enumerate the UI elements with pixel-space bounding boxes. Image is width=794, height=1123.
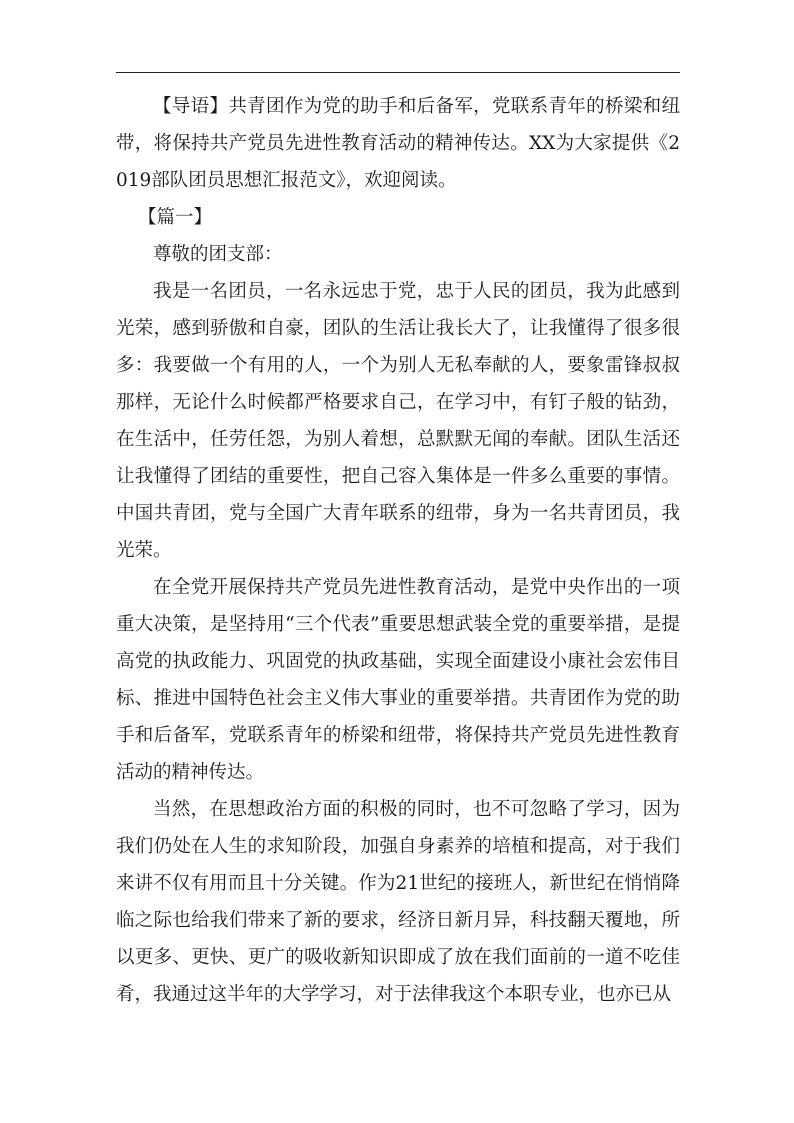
- intro-paragraph: 【导语】共青团作为党的助手和后备军，党联系青年的桥梁和纽带，将保持共产党员先进性教育活动的精神传达。XX为大家提供《2019部队团员思想汇报范文》，欢迎阅读。: [116, 96, 680, 191]
- section-heading: 【篇一】: [138, 207, 213, 228]
- header-rule: [116, 72, 680, 73]
- salutation: 尊敬的团支部：: [153, 244, 283, 265]
- body-paragraph-2: 在全党开展保持共产党员先进性教育活动，是党中央作出的一项重大决策，是坚持用“三个代表”重要思想武装全党的重要举措，是提高党的执政能力、巩固党的执政基础，实现全面建设小康社会宏伟目标、推进中国特色社会主义伟大事业的重要举措。共青团作为党的助手和后备军，党联系青年的桥梁和纽带，将保持共产党员先进性教育活动的精神传达。: [116, 577, 680, 783]
- body-paragraph-1: 我是一名团员，一名永远忠于党，忠于人民的团员，我为此感到光荣，感到骄傲和自豪，团队的生活让我长大了，让我懂得了很多很多：我要做一个有用的人，一个为别人无私奉献的人，要象雷锋叔叔那样，无论什么时候都严格要求自己，在学习中，有钉子般的钻劲，在生活中，任劳任怨，为别人着想，总默默无闻的奉献。团队生活还让我懂得了团结的重要性，把自己容入集体是一件多么重要的事情。中国共青团，党与全国广大青年联系的纽带，身为一名共青团员，我光荣。: [116, 281, 680, 561]
- body-paragraph-3: 当然，在思想政治方面的积极的同时，也不可忽略了学习，因为我们仍处在人生的求知阶段，加强自身素养的培植和提高，对于我们来讲不仅有用而且十分关键。作为21世纪的接班人，新世纪在悄悄降临之际也给我们带来了新的要求，经济日新月异，科技翻天覆地，所以更多、更快、更广的吸收新知识即成了放在我们面前的一道不吃佳肴，我通过这半年的大学学习，对于法律我这个本职专业，也亦已从: [116, 799, 680, 1005]
- document-body: [116, 88, 680, 1013]
